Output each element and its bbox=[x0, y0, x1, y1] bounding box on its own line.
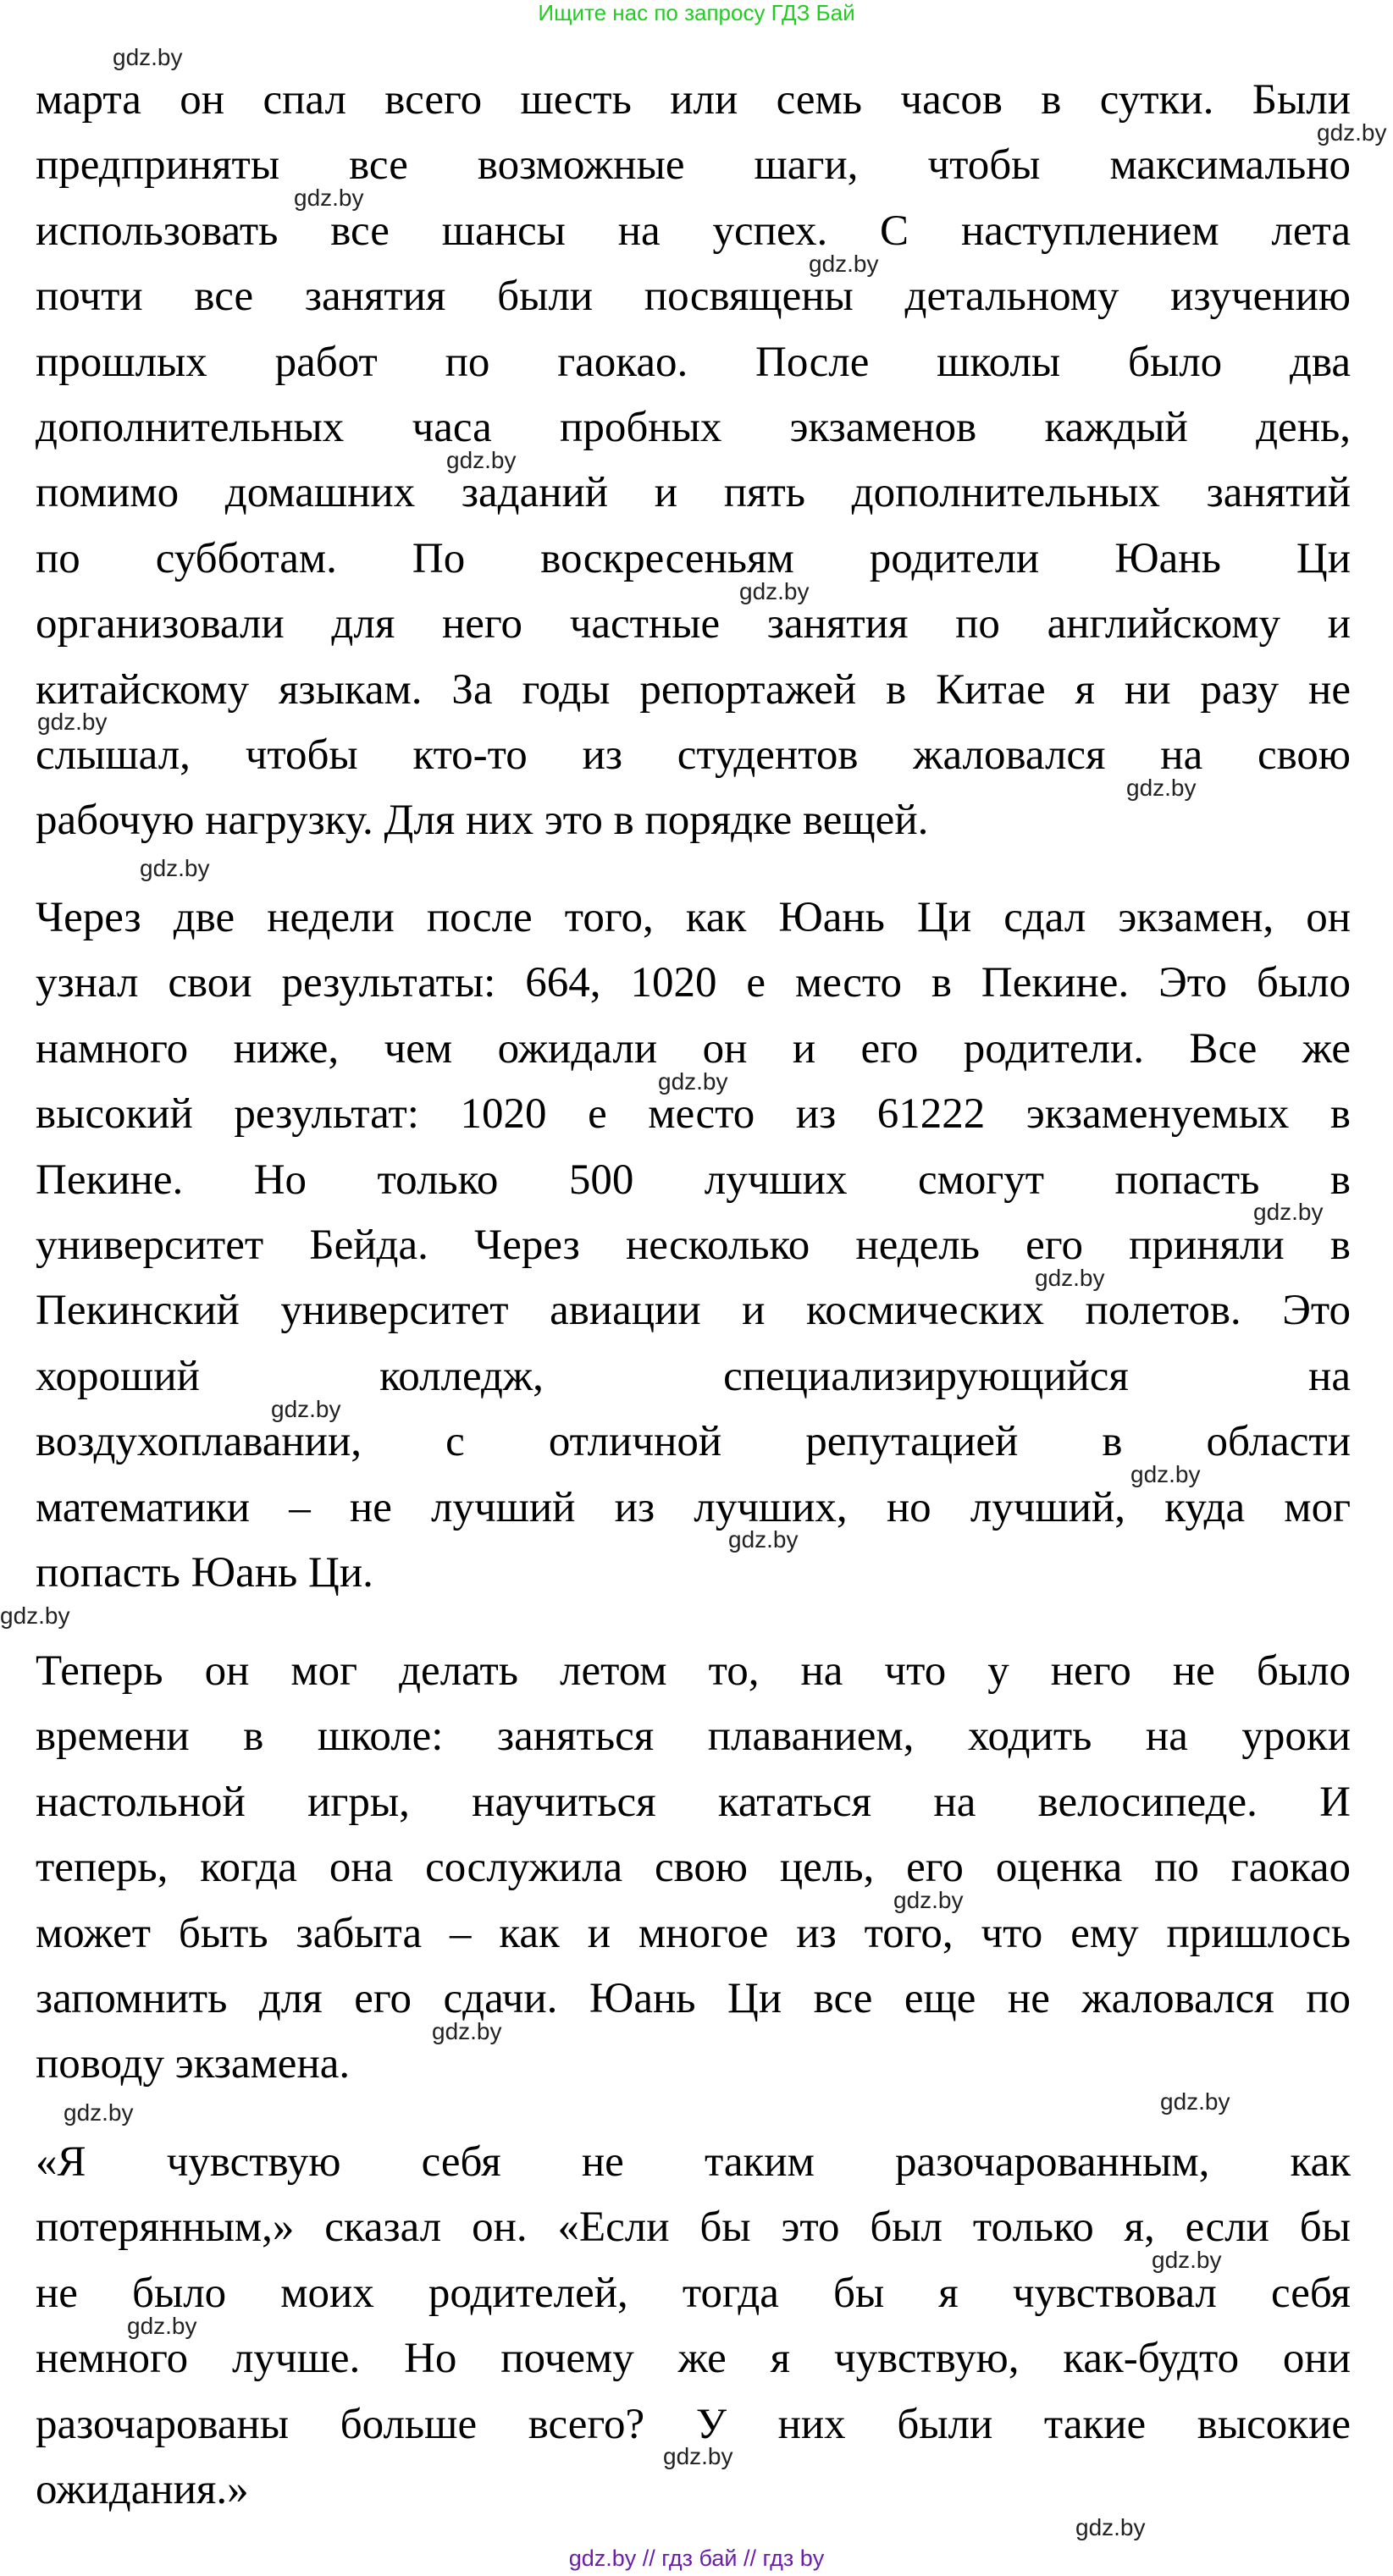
watermark-text: gdz.by bbox=[1253, 1199, 1324, 1226]
watermark-text: gdz.by bbox=[739, 577, 810, 604]
text-line: Через две недели после того, как Юань Ци сдал экзамен, он bbox=[36, 894, 1351, 941]
text-line: Пекинский университет авиации и космических полетов. Это bbox=[36, 1287, 1351, 1335]
text-line: дополнительных часа пробных экзаменов каждый день, bbox=[36, 404, 1351, 451]
text-line: Теперь он мог делать летом то, на что у него не было bbox=[36, 1647, 1351, 1695]
watermark-text: gdz.by bbox=[64, 2099, 134, 2126]
text-line: намного ниже, чем ожидали он и его родители. Все же bbox=[36, 1024, 1351, 1073]
watermark-text: gdz.by bbox=[663, 2443, 733, 2470]
text-line: высокий результат: 1020 е место из 61222 экзаменуемых в bbox=[36, 1090, 1351, 1139]
watermark-text: gdz.by bbox=[127, 2312, 197, 2339]
text-line: Пекине. Но только 500 лучших смогут попасть в bbox=[36, 1156, 1351, 1204]
watermark-text: gdz.by bbox=[809, 250, 879, 277]
watermark-text: gdz.by bbox=[1035, 1264, 1105, 1291]
watermark-text: gdz.by bbox=[1126, 774, 1197, 801]
watermark-text: gdz.by bbox=[1130, 1460, 1201, 1487]
watermark-text: gdz.by bbox=[1317, 119, 1387, 146]
watermark-text: gdz.by bbox=[1075, 2514, 1146, 2540]
watermark-text: gdz.by bbox=[432, 2017, 502, 2044]
text-line: немного лучше. Но почему же я чувствую, как-будто они bbox=[36, 2335, 1351, 2383]
text-line: слышал, чтобы кто-то из студентов жаловался на свою bbox=[36, 731, 1351, 779]
text-line: рабочую нагрузку. Для них это в порядке вещей. bbox=[36, 797, 929, 845]
text-line: почти все занятия были посвящены детальному изучению bbox=[36, 273, 1351, 321]
text-line: «Я чувствую себя не таким разочарованным, как bbox=[36, 2138, 1351, 2186]
text-line: по субботам. По воскресеньям родители Юань Ци bbox=[36, 534, 1351, 582]
text-line: запомнить для его сдачи. Юань Ци все еще не жаловался по bbox=[36, 1975, 1351, 2022]
watermark-text: gdz.by bbox=[893, 1886, 964, 1913]
watermark-text: gdz.by bbox=[658, 1067, 728, 1095]
footer-links[interactable]: gdz.by // гдз бай // гдз by bbox=[568, 2546, 825, 2571]
text-line: воздухоплавании, с отличной репутацией в области bbox=[36, 1418, 1351, 1466]
text-line: использовать все шансы на успех. С наступлением лета bbox=[36, 207, 1351, 255]
watermark-text: gdz.by bbox=[1160, 2088, 1230, 2115]
text-line: не было моих родителей, тогда бы я чувствовал себя bbox=[36, 2269, 1351, 2317]
watermark-text: gdz.by bbox=[728, 1526, 799, 1553]
watermark-text: gdz.by bbox=[37, 709, 108, 736]
watermark-text: gdz.by bbox=[0, 1602, 70, 1629]
text-line: теперь, когда она сослужила свою цель, его оценка по гаокао bbox=[36, 1844, 1351, 1892]
text-line: попасть Юань Ци. bbox=[36, 1549, 373, 1597]
text-line: разочарованы больше всего? У них были такие высокие bbox=[36, 2400, 1351, 2448]
text-line: настольной игры, научиться кататься на велосипеде. И bbox=[36, 1778, 1351, 1826]
text-line: узнал свои результаты: 664, 1020 е место в Пекине. Это было bbox=[36, 959, 1351, 1007]
watermark-text: gdz.by bbox=[271, 1395, 341, 1422]
text-line: китайскому языкам. За годы репортажей в Китае я ни разу не bbox=[36, 665, 1351, 714]
search-banner[interactable]: Ищите нас по запросу ГДЗ Бай bbox=[538, 0, 855, 25]
watermark-text: gdz.by bbox=[113, 44, 183, 70]
watermark-text: gdz.by bbox=[446, 446, 517, 473]
text-line: университет Бейда. Через несколько недель его приняли в bbox=[36, 1222, 1351, 1269]
watermark-text: gdz.by bbox=[1152, 2247, 1222, 2274]
watermark-text: gdz.by bbox=[294, 185, 364, 212]
text-line: марта он спал всего шесть или семь часов в сутки. Были bbox=[36, 76, 1351, 124]
watermark-text: gdz.by bbox=[140, 855, 210, 881]
text-line: прошлых работ по гаокао. После школы было два bbox=[36, 338, 1351, 386]
text-line: организовали для него частные занятия по английскому и bbox=[36, 600, 1351, 648]
text-line: времени в школе: заняться плаванием, ходить на уроки bbox=[36, 1713, 1351, 1761]
text-line: потерянным,» сказал он. «Если бы это был только я, если бы bbox=[36, 2204, 1351, 2252]
text-line: поводу экзамена. bbox=[36, 2040, 351, 2088]
text-line: хороший колледж, специализирующийся на bbox=[36, 1352, 1351, 1400]
text-line: математики – не лучший из лучших, но лучший, куда мог bbox=[36, 1483, 1351, 1531]
text-line: может быть забыта – как и многое из того, что ему пришлось bbox=[36, 1909, 1351, 1957]
text-line: помимо домашних заданий и пять дополнительных занятий bbox=[36, 469, 1351, 517]
text-line: ожидания.» bbox=[36, 2466, 249, 2513]
text-line: предприняты все возможные шаги, чтобы максимально bbox=[36, 141, 1351, 190]
